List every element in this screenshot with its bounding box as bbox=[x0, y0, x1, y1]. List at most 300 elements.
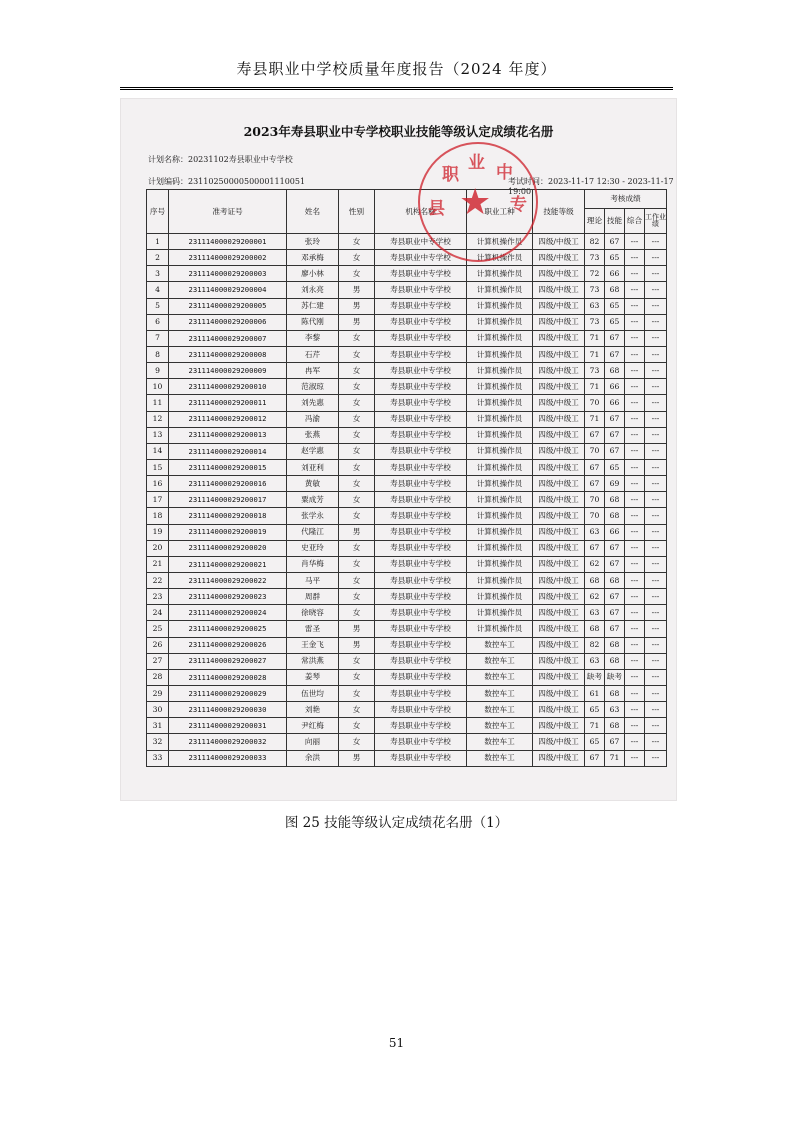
cell-trade: 计算机操作员 bbox=[467, 411, 533, 427]
cell-work: --- bbox=[645, 540, 667, 556]
table-row bbox=[147, 572, 667, 588]
cell-theory: 62 bbox=[585, 556, 605, 572]
cell-level: 四级/中级工 bbox=[533, 346, 585, 362]
cell-theory: 82 bbox=[585, 637, 605, 653]
table-row bbox=[147, 621, 667, 637]
cell-name: 石芹 bbox=[287, 346, 339, 362]
roster-body bbox=[147, 234, 667, 767]
cell-overall: --- bbox=[625, 556, 645, 572]
cell-seq: 33 bbox=[147, 750, 169, 766]
cell-trade: 计算机操作员 bbox=[467, 589, 533, 605]
cell-name: 伍世均 bbox=[287, 685, 339, 701]
cell-skill: 68 bbox=[605, 718, 625, 734]
cell-seq: 29 bbox=[147, 685, 169, 701]
cell-seq: 8 bbox=[147, 346, 169, 362]
cell-theory: 61 bbox=[585, 685, 605, 701]
cell-org: 寿县职业中专学校 bbox=[375, 459, 467, 475]
cell-skill: 68 bbox=[605, 492, 625, 508]
cell-ticket-id: 231114000029200022 bbox=[169, 572, 287, 588]
cell-gender: 女 bbox=[339, 346, 375, 362]
cell-trade: 计算机操作员 bbox=[467, 524, 533, 540]
cell-gender: 男 bbox=[339, 282, 375, 298]
cell-ticket-id: 231114000029200015 bbox=[169, 459, 287, 475]
cell-ticket-id: 231114000029200011 bbox=[169, 395, 287, 411]
table-row bbox=[147, 637, 667, 653]
cell-ticket-id: 231114000029200012 bbox=[169, 411, 287, 427]
cell-org: 寿县职业中专学校 bbox=[375, 734, 467, 750]
cell-ticket-id: 231114000029200024 bbox=[169, 605, 287, 621]
cell-skill: 67 bbox=[605, 621, 625, 637]
cell-org: 寿县职业中专学校 bbox=[375, 476, 467, 492]
cell-gender: 女 bbox=[339, 685, 375, 701]
cell-gender: 女 bbox=[339, 476, 375, 492]
table-row bbox=[147, 234, 667, 250]
cell-org: 寿县职业中专学校 bbox=[375, 298, 467, 314]
cell-seq: 27 bbox=[147, 653, 169, 669]
cell-work: --- bbox=[645, 556, 667, 572]
seal-star-icon: ★ bbox=[459, 182, 492, 223]
cell-skill: 69 bbox=[605, 476, 625, 492]
cell-seq: 1 bbox=[147, 234, 169, 250]
cell-org: 寿县职业中专学校 bbox=[375, 411, 467, 427]
cell-name: 周群 bbox=[287, 589, 339, 605]
cell-skill: 67 bbox=[605, 540, 625, 556]
cell-ticket-id: 231114000029200014 bbox=[169, 443, 287, 459]
cell-seq: 10 bbox=[147, 379, 169, 395]
cell-overall: --- bbox=[625, 637, 645, 653]
table-row bbox=[147, 669, 667, 685]
cell-trade: 数控车工 bbox=[467, 702, 533, 718]
exam-time: 考试时间：2023-11-17 12:30 - 2023-11-17 19:00 bbox=[508, 177, 674, 196]
cell-theory: 70 bbox=[585, 492, 605, 508]
cell-trade: 数控车工 bbox=[467, 669, 533, 685]
header-gender: 性别 bbox=[339, 190, 375, 234]
table-row bbox=[147, 540, 667, 556]
cell-org: 寿县职业中专学校 bbox=[375, 234, 467, 250]
cell-level: 四级/中级工 bbox=[533, 330, 585, 346]
cell-work: --- bbox=[645, 282, 667, 298]
cell-overall: --- bbox=[625, 379, 645, 395]
cell-theory: 71 bbox=[585, 718, 605, 734]
cell-skill: 65 bbox=[605, 314, 625, 330]
table-row bbox=[147, 734, 667, 750]
cell-theory: 63 bbox=[585, 298, 605, 314]
cell-skill: 68 bbox=[605, 508, 625, 524]
cell-work: --- bbox=[645, 346, 667, 362]
cell-ticket-id: 231114000029200028 bbox=[169, 669, 287, 685]
header-rule bbox=[120, 87, 673, 90]
table-row bbox=[147, 411, 667, 427]
table-row bbox=[147, 250, 667, 266]
cell-gender: 女 bbox=[339, 427, 375, 443]
cell-skill: 68 bbox=[605, 363, 625, 379]
cell-org: 寿县职业中专学校 bbox=[375, 379, 467, 395]
cell-org: 寿县职业中专学校 bbox=[375, 427, 467, 443]
cell-org: 寿县职业中专学校 bbox=[375, 572, 467, 588]
score-roster-table bbox=[146, 189, 667, 767]
cell-skill: 缺考 bbox=[605, 669, 625, 685]
cell-org: 寿县职业中专学校 bbox=[375, 395, 467, 411]
cell-trade: 数控车工 bbox=[467, 750, 533, 766]
cell-gender: 女 bbox=[339, 250, 375, 266]
header-theory: 理论 bbox=[585, 209, 605, 234]
cell-seq: 7 bbox=[147, 330, 169, 346]
cell-overall: --- bbox=[625, 750, 645, 766]
cell-ticket-id: 231114000029200023 bbox=[169, 589, 287, 605]
cell-theory: 70 bbox=[585, 395, 605, 411]
cell-skill: 67 bbox=[605, 605, 625, 621]
cell-skill: 71 bbox=[605, 750, 625, 766]
cell-name: 代隆江 bbox=[287, 524, 339, 540]
seal-char: 县 bbox=[428, 199, 445, 219]
cell-overall: --- bbox=[625, 653, 645, 669]
cell-overall: --- bbox=[625, 524, 645, 540]
cell-theory: 73 bbox=[585, 363, 605, 379]
cell-overall: --- bbox=[625, 572, 645, 588]
seal-char: 职 bbox=[442, 165, 459, 185]
cell-seq: 12 bbox=[147, 411, 169, 427]
table-row bbox=[147, 556, 667, 572]
cell-level: 四级/中级工 bbox=[533, 750, 585, 766]
cell-ticket-id: 231114000029200029 bbox=[169, 685, 287, 701]
cell-skill: 67 bbox=[605, 346, 625, 362]
header-name: 姓名 bbox=[287, 190, 339, 234]
cell-name: 马平 bbox=[287, 572, 339, 588]
cell-overall: --- bbox=[625, 234, 645, 250]
cell-overall: --- bbox=[625, 363, 645, 379]
cell-trade: 计算机操作员 bbox=[467, 476, 533, 492]
cell-overall: --- bbox=[625, 621, 645, 637]
cell-org: 寿县职业中专学校 bbox=[375, 266, 467, 282]
cell-name: 余洪 bbox=[287, 750, 339, 766]
cell-seq: 15 bbox=[147, 459, 169, 475]
cell-work: --- bbox=[645, 330, 667, 346]
cell-theory: 67 bbox=[585, 540, 605, 556]
cell-name: 张玲 bbox=[287, 234, 339, 250]
cell-org: 寿县职业中专学校 bbox=[375, 750, 467, 766]
cell-org: 寿县职业中专学校 bbox=[375, 524, 467, 540]
cell-org: 寿县职业中专学校 bbox=[375, 282, 467, 298]
cell-name: 雷圣 bbox=[287, 621, 339, 637]
table-row bbox=[147, 685, 667, 701]
cell-ticket-id: 231114000029200026 bbox=[169, 637, 287, 653]
scanned-roster-document bbox=[120, 98, 677, 801]
cell-name: 刘先惠 bbox=[287, 395, 339, 411]
cell-skill: 65 bbox=[605, 298, 625, 314]
cell-theory: 82 bbox=[585, 234, 605, 250]
cell-skill: 66 bbox=[605, 379, 625, 395]
cell-trade: 计算机操作员 bbox=[467, 427, 533, 443]
cell-level: 四级/中级工 bbox=[533, 314, 585, 330]
cell-ticket-id: 231114000029200020 bbox=[169, 540, 287, 556]
cell-work: --- bbox=[645, 363, 667, 379]
cell-ticket-id: 231114000029200007 bbox=[169, 330, 287, 346]
cell-work: --- bbox=[645, 589, 667, 605]
cell-overall: --- bbox=[625, 298, 645, 314]
cell-seq: 13 bbox=[147, 427, 169, 443]
cell-work: --- bbox=[645, 266, 667, 282]
cell-ticket-id: 231114000029200033 bbox=[169, 750, 287, 766]
cell-ticket-id: 231114000029200009 bbox=[169, 363, 287, 379]
cell-ticket-id: 231114000029200003 bbox=[169, 266, 287, 282]
cell-gender: 女 bbox=[339, 718, 375, 734]
table-row bbox=[147, 363, 667, 379]
cell-level: 四级/中级工 bbox=[533, 395, 585, 411]
table-row bbox=[147, 314, 667, 330]
table-row bbox=[147, 298, 667, 314]
cell-org: 寿县职业中专学校 bbox=[375, 330, 467, 346]
cell-work: --- bbox=[645, 685, 667, 701]
cell-org: 寿县职业中专学校 bbox=[375, 314, 467, 330]
cell-level: 四级/中级工 bbox=[533, 459, 585, 475]
cell-name: 史亚玲 bbox=[287, 540, 339, 556]
cell-skill: 67 bbox=[605, 427, 625, 443]
cell-name: 苏仁建 bbox=[287, 298, 339, 314]
cell-name: 邓承梅 bbox=[287, 250, 339, 266]
figure-caption: 图 25 技能等级认定成绩花名册（1） bbox=[284, 815, 509, 831]
cell-seq: 11 bbox=[147, 395, 169, 411]
cell-trade: 计算机操作员 bbox=[467, 363, 533, 379]
cell-level: 四级/中级工 bbox=[533, 637, 585, 653]
cell-skill: 67 bbox=[605, 443, 625, 459]
cell-level: 四级/中级工 bbox=[533, 508, 585, 524]
cell-seq: 4 bbox=[147, 282, 169, 298]
cell-ticket-id: 231114000029200016 bbox=[169, 476, 287, 492]
cell-skill: 65 bbox=[605, 459, 625, 475]
cell-org: 寿县职业中专学校 bbox=[375, 250, 467, 266]
cell-overall: --- bbox=[625, 589, 645, 605]
cell-skill: 68 bbox=[605, 685, 625, 701]
cell-name: 徐晓容 bbox=[287, 605, 339, 621]
cell-level: 四级/中级工 bbox=[533, 266, 585, 282]
cell-seq: 22 bbox=[147, 572, 169, 588]
table-row bbox=[147, 702, 667, 718]
cell-ticket-id: 231114000029200013 bbox=[169, 427, 287, 443]
cell-trade: 数控车工 bbox=[467, 685, 533, 701]
cell-ticket-id: 231114000029200001 bbox=[169, 234, 287, 250]
cell-work: --- bbox=[645, 411, 667, 427]
cell-level: 四级/中级工 bbox=[533, 363, 585, 379]
table-row bbox=[147, 379, 667, 395]
cell-overall: --- bbox=[625, 718, 645, 734]
cell-ticket-id: 231114000029200010 bbox=[169, 379, 287, 395]
table-row bbox=[147, 524, 667, 540]
cell-skill: 68 bbox=[605, 282, 625, 298]
cell-gender: 女 bbox=[339, 702, 375, 718]
cell-gender: 女 bbox=[339, 556, 375, 572]
cell-ticket-id: 231114000029200032 bbox=[169, 734, 287, 750]
table-row bbox=[147, 330, 667, 346]
cell-ticket-id: 231114000029200030 bbox=[169, 702, 287, 718]
cell-ticket-id: 231114000029200019 bbox=[169, 524, 287, 540]
cell-seq: 6 bbox=[147, 314, 169, 330]
cell-level: 四级/中级工 bbox=[533, 702, 585, 718]
cell-name: 粟成芳 bbox=[287, 492, 339, 508]
cell-work: --- bbox=[645, 298, 667, 314]
cell-skill: 63 bbox=[605, 702, 625, 718]
cell-ticket-id: 231114000029200005 bbox=[169, 298, 287, 314]
cell-theory: 71 bbox=[585, 379, 605, 395]
cell-org: 寿县职业中专学校 bbox=[375, 621, 467, 637]
cell-gender: 女 bbox=[339, 266, 375, 282]
plan-name: 计划名称：20231102寿县职业中专学校 bbox=[148, 155, 293, 164]
cell-theory: 73 bbox=[585, 314, 605, 330]
cell-work: --- bbox=[645, 621, 667, 637]
cell-level: 四级/中级工 bbox=[533, 379, 585, 395]
cell-work: --- bbox=[645, 250, 667, 266]
cell-seq: 2 bbox=[147, 250, 169, 266]
cell-name: 廖小林 bbox=[287, 266, 339, 282]
cell-trade: 计算机操作员 bbox=[467, 395, 533, 411]
cell-level: 四级/中级工 bbox=[533, 282, 585, 298]
cell-skill: 66 bbox=[605, 395, 625, 411]
cell-name: 刘亚利 bbox=[287, 459, 339, 475]
cell-overall: --- bbox=[625, 314, 645, 330]
cell-gender: 男 bbox=[339, 750, 375, 766]
cell-overall: --- bbox=[625, 282, 645, 298]
cell-name: 陈代刚 bbox=[287, 314, 339, 330]
cell-ticket-id: 231114000029200006 bbox=[169, 314, 287, 330]
cell-theory: 缺考 bbox=[585, 669, 605, 685]
cell-gender: 女 bbox=[339, 492, 375, 508]
cell-work: --- bbox=[645, 508, 667, 524]
cell-ticket-id: 231114000029200008 bbox=[169, 346, 287, 362]
cell-theory: 68 bbox=[585, 621, 605, 637]
cell-theory: 71 bbox=[585, 411, 605, 427]
header-scores: 考核成绩 bbox=[585, 190, 667, 209]
cell-seq: 24 bbox=[147, 605, 169, 621]
cell-seq: 21 bbox=[147, 556, 169, 572]
table-row bbox=[147, 266, 667, 282]
cell-skill: 65 bbox=[605, 250, 625, 266]
cell-name: 肖华梅 bbox=[287, 556, 339, 572]
cell-work: --- bbox=[645, 314, 667, 330]
cell-gender: 女 bbox=[339, 540, 375, 556]
table-row bbox=[147, 443, 667, 459]
cell-skill: 67 bbox=[605, 589, 625, 605]
cell-work: --- bbox=[645, 234, 667, 250]
cell-skill: 67 bbox=[605, 556, 625, 572]
cell-ticket-id: 231114000029200002 bbox=[169, 250, 287, 266]
cell-name: 范淑琼 bbox=[287, 379, 339, 395]
cell-ticket-id: 231114000029200027 bbox=[169, 653, 287, 669]
table-row bbox=[147, 605, 667, 621]
cell-theory: 65 bbox=[585, 734, 605, 750]
cell-org: 寿县职业中专学校 bbox=[375, 718, 467, 734]
cell-overall: --- bbox=[625, 685, 645, 701]
cell-name: 姜琴 bbox=[287, 669, 339, 685]
cell-trade: 计算机操作员 bbox=[467, 346, 533, 362]
header-seq: 序号 bbox=[147, 190, 169, 234]
cell-level: 四级/中级工 bbox=[533, 605, 585, 621]
cell-theory: 68 bbox=[585, 572, 605, 588]
cell-work: --- bbox=[645, 734, 667, 750]
cell-skill: 66 bbox=[605, 266, 625, 282]
header-trade: 职业工种 bbox=[467, 190, 533, 234]
cell-org: 寿县职业中专学校 bbox=[375, 589, 467, 605]
cell-overall: --- bbox=[625, 702, 645, 718]
cell-level: 四级/中级工 bbox=[533, 443, 585, 459]
running-header: 寿县职业中学校质量年度报告（2024 年度） bbox=[236, 60, 557, 78]
cell-work: --- bbox=[645, 379, 667, 395]
cell-work: --- bbox=[645, 718, 667, 734]
cell-name: 赵学惠 bbox=[287, 443, 339, 459]
cell-org: 寿县职业中专学校 bbox=[375, 637, 467, 653]
cell-seq: 14 bbox=[147, 443, 169, 459]
cell-work: --- bbox=[645, 476, 667, 492]
cell-seq: 3 bbox=[147, 266, 169, 282]
cell-name: 尹红梅 bbox=[287, 718, 339, 734]
cell-skill: 68 bbox=[605, 572, 625, 588]
cell-level: 四级/中级工 bbox=[533, 718, 585, 734]
cell-theory: 63 bbox=[585, 653, 605, 669]
table-row bbox=[147, 459, 667, 475]
cell-trade: 计算机操作员 bbox=[467, 540, 533, 556]
cell-org: 寿县职业中专学校 bbox=[375, 605, 467, 621]
table-row bbox=[147, 653, 667, 669]
cell-trade: 计算机操作员 bbox=[467, 508, 533, 524]
cell-gender: 女 bbox=[339, 411, 375, 427]
cell-gender: 女 bbox=[339, 363, 375, 379]
cell-name: 张燕 bbox=[287, 427, 339, 443]
cell-level: 四级/中级工 bbox=[533, 411, 585, 427]
cell-overall: --- bbox=[625, 734, 645, 750]
cell-name: 刘艳 bbox=[287, 702, 339, 718]
cell-trade: 计算机操作员 bbox=[467, 234, 533, 250]
cell-overall: --- bbox=[625, 508, 645, 524]
header-ticket: 准考证号 bbox=[169, 190, 287, 234]
cell-trade: 计算机操作员 bbox=[467, 443, 533, 459]
cell-level: 四级/中级工 bbox=[533, 476, 585, 492]
cell-seq: 5 bbox=[147, 298, 169, 314]
cell-theory: 71 bbox=[585, 330, 605, 346]
cell-org: 寿县职业中专学校 bbox=[375, 653, 467, 669]
cell-trade: 计算机操作员 bbox=[467, 298, 533, 314]
cell-name: 常洪燕 bbox=[287, 653, 339, 669]
cell-ticket-id: 231114000029200018 bbox=[169, 508, 287, 524]
cell-overall: --- bbox=[625, 395, 645, 411]
cell-level: 四级/中级工 bbox=[533, 734, 585, 750]
cell-level: 四级/中级工 bbox=[533, 540, 585, 556]
cell-level: 四级/中级工 bbox=[533, 572, 585, 588]
cell-gender: 女 bbox=[339, 653, 375, 669]
cell-level: 四级/中级工 bbox=[533, 234, 585, 250]
cell-gender: 女 bbox=[339, 669, 375, 685]
cell-level: 四级/中级工 bbox=[533, 621, 585, 637]
table-row bbox=[147, 750, 667, 766]
cell-trade: 计算机操作员 bbox=[467, 492, 533, 508]
cell-level: 四级/中级工 bbox=[533, 250, 585, 266]
cell-ticket-id: 231114000029200004 bbox=[169, 282, 287, 298]
cell-overall: --- bbox=[625, 346, 645, 362]
cell-trade: 计算机操作员 bbox=[467, 621, 533, 637]
cell-overall: --- bbox=[625, 540, 645, 556]
cell-level: 四级/中级工 bbox=[533, 492, 585, 508]
cell-level: 四级/中级工 bbox=[533, 589, 585, 605]
cell-name: 王金飞 bbox=[287, 637, 339, 653]
cell-gender: 女 bbox=[339, 395, 375, 411]
cell-org: 寿县职业中专学校 bbox=[375, 346, 467, 362]
cell-gender: 女 bbox=[339, 443, 375, 459]
cell-gender: 女 bbox=[339, 234, 375, 250]
header-work: 工作业绩 bbox=[645, 209, 667, 234]
cell-gender: 男 bbox=[339, 298, 375, 314]
table-row bbox=[147, 589, 667, 605]
cell-name: 冉军 bbox=[287, 363, 339, 379]
cell-trade: 计算机操作员 bbox=[467, 556, 533, 572]
cell-ticket-id: 231114000029200025 bbox=[169, 621, 287, 637]
cell-work: --- bbox=[645, 427, 667, 443]
